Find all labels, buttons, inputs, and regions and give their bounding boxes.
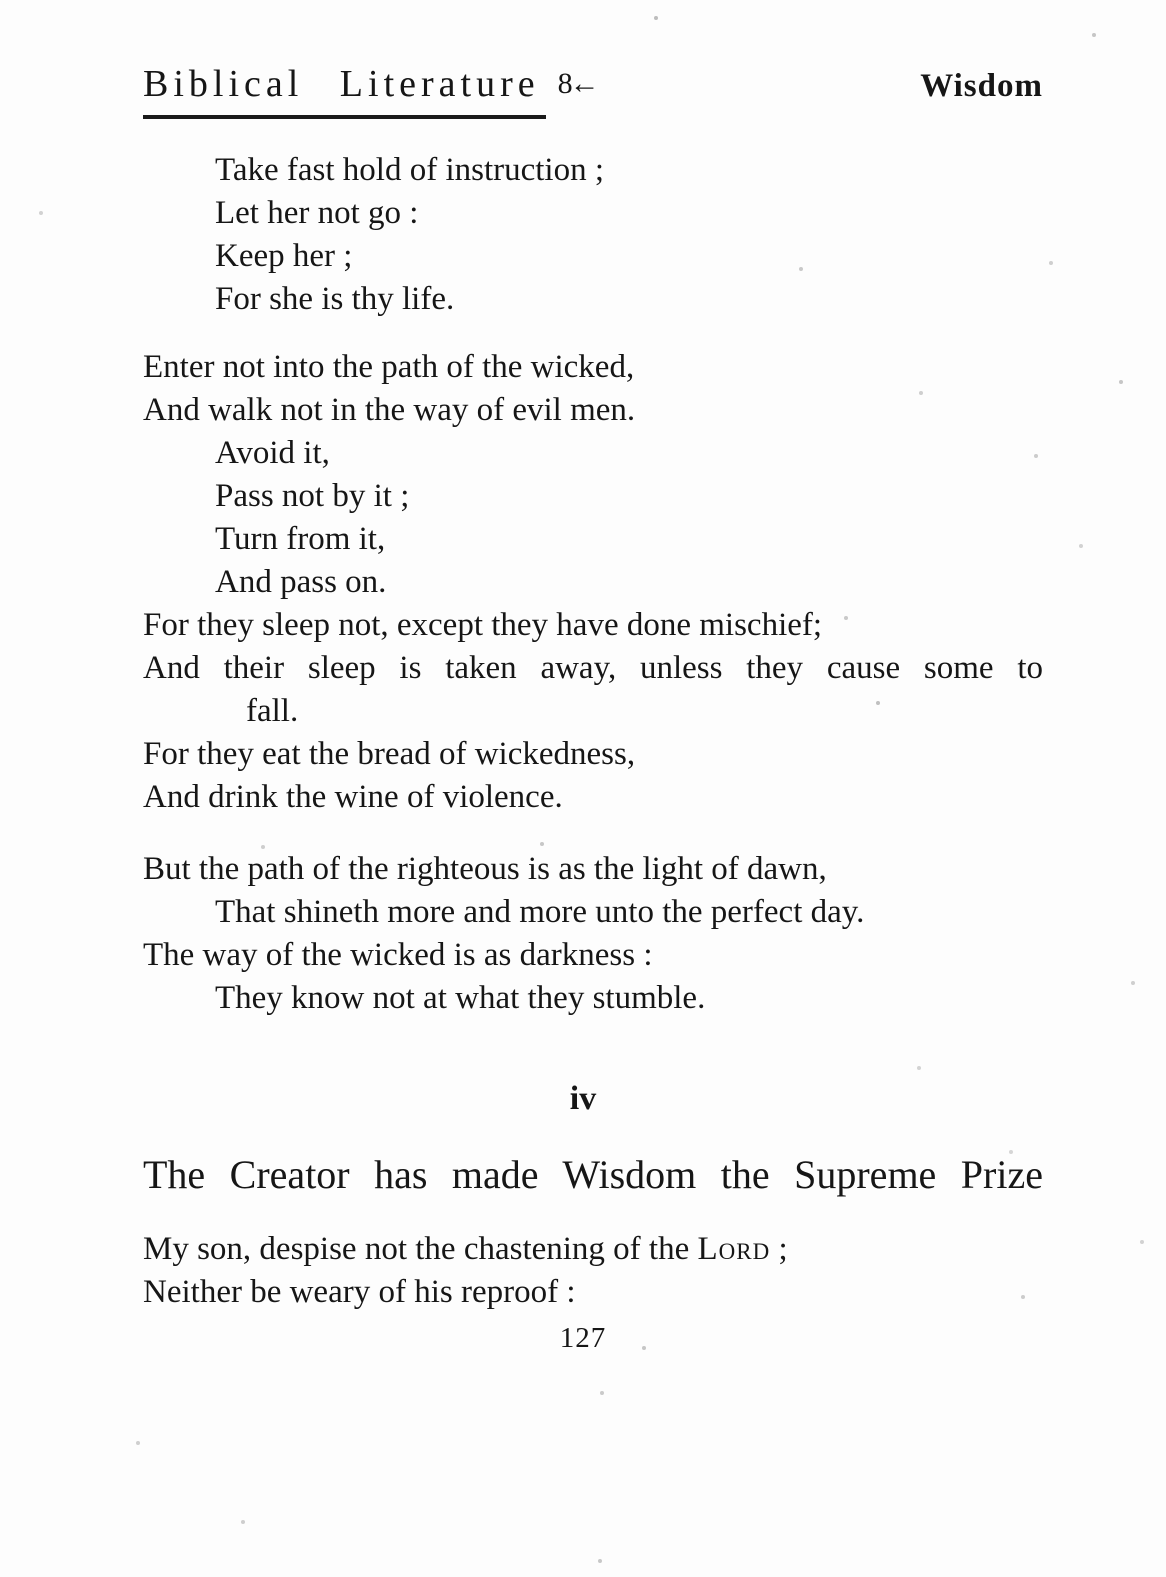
stanza-2 xyxy=(143,346,1043,819)
poem-line: They know not at what they stumble. xyxy=(215,980,706,1016)
poem-line: That shineth more and more unto the perfect day. xyxy=(215,894,865,930)
page-header xyxy=(143,0,1043,119)
poem-line: Take fast hold of instruction ; xyxy=(215,152,605,188)
poem-line: Neither be weary of his reproof : xyxy=(143,1274,576,1310)
poem-line: Enter not into the path of the wicked, xyxy=(143,349,635,385)
lord-smallcaps: Lord xyxy=(697,1231,771,1267)
chapter-title-group xyxy=(143,62,597,119)
poem-line: And pass on. xyxy=(215,564,387,600)
line-text: My son, despise not the chastening of the xyxy=(143,1231,698,1267)
chapter-title: Biblical Literature xyxy=(143,62,546,119)
poem-line: Turn from it, xyxy=(215,521,386,557)
scan-noise xyxy=(0,0,2,2)
poem-line: Let her not go : xyxy=(215,195,419,231)
page-number: 127 xyxy=(559,1322,607,1354)
section-iv xyxy=(0,1077,1166,1201)
closing-paragraph xyxy=(143,1228,1043,1314)
poem-line: For they sleep not, except they have done mischief; xyxy=(143,607,823,643)
line-text: ; xyxy=(770,1231,788,1267)
stanza-3 xyxy=(143,848,1043,1020)
section-number: iv xyxy=(569,1080,597,1117)
arrow-fleuron-ornament-icon: 8← xyxy=(557,67,597,100)
poem-line: Pass not by it ; xyxy=(215,478,410,514)
poem-line xyxy=(143,1228,1043,1271)
poem-line: And walk not in the way of evil men. xyxy=(143,392,636,428)
poem-line: And their sleep is taken away, unless they cause some to xyxy=(143,650,1043,686)
poem-line: For she is thy life. xyxy=(215,281,455,317)
poem-line: Avoid it, xyxy=(215,435,330,471)
stanza-1 xyxy=(143,149,1043,321)
poem-line: For they eat the bread of wickedness, xyxy=(143,736,636,772)
poem-line: The way of the wicked is as darkness : xyxy=(143,937,653,973)
poem-body xyxy=(143,149,1043,1020)
poem-line: Keep her ; xyxy=(215,238,353,274)
section-heading: The Creator has made Wisdom the Supreme Prize xyxy=(143,1152,1043,1197)
running-head: Wisdom xyxy=(920,68,1043,104)
poem-line: fall. xyxy=(246,693,299,729)
poem-line: But the path of the righteous is as the light of dawn, xyxy=(143,851,827,887)
poem-line: And drink the wine of violence. xyxy=(143,779,563,815)
